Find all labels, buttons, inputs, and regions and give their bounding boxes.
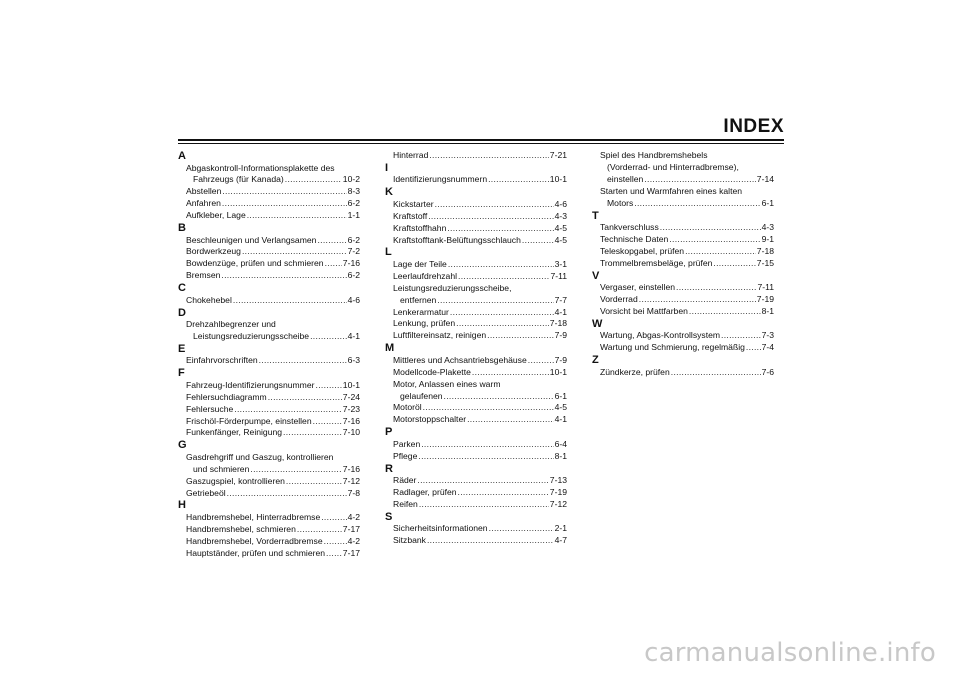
index-entry-page: 7-18 bbox=[549, 318, 567, 329]
index-entry bbox=[178, 476, 360, 488]
index-entry-text: Mittleres und Achsantriebsgehäuse bbox=[393, 354, 527, 365]
dot-leader bbox=[286, 476, 342, 488]
dot-leader bbox=[435, 199, 554, 211]
index-entry-text: Motoröl bbox=[393, 402, 422, 413]
index-entry bbox=[385, 355, 567, 367]
index-entry-page: 10-1 bbox=[549, 366, 567, 377]
dot-leader bbox=[746, 342, 761, 354]
dot-leader bbox=[233, 295, 347, 307]
index-entry-text: Modellcode-Plakette bbox=[393, 366, 471, 377]
index-entry-page: 6-1 bbox=[554, 390, 567, 401]
index-entry bbox=[178, 295, 360, 307]
index-entry bbox=[385, 487, 567, 499]
index-entry-text: Motorstoppschalter bbox=[393, 414, 467, 425]
index-entry-text: Lage der Teile bbox=[393, 258, 447, 269]
index-entry-text: Aufkleber, Lage bbox=[186, 210, 246, 221]
dot-leader bbox=[669, 234, 760, 246]
index-entry bbox=[385, 451, 567, 463]
index-entry-text: Einfahrvorschriften bbox=[186, 355, 258, 366]
index-entry-text: Trommelbremsbeläge, prüfen bbox=[600, 257, 713, 268]
index-entry bbox=[178, 210, 360, 222]
dot-leader bbox=[222, 198, 347, 210]
index-entry-page: 6-4 bbox=[554, 438, 567, 449]
index-entry-text: Hinterrad bbox=[393, 150, 429, 160]
index-entry bbox=[178, 258, 360, 270]
title-rule bbox=[178, 139, 784, 141]
index-entry bbox=[178, 235, 360, 247]
index-letter-heading: H bbox=[178, 499, 186, 512]
dot-leader bbox=[428, 211, 553, 223]
index-entry bbox=[178, 452, 360, 476]
dot-leader bbox=[634, 198, 760, 210]
index-entry-text: Kraftstoffhahn bbox=[393, 222, 447, 233]
index-entry-page: 4-1 bbox=[554, 306, 567, 317]
index-entry bbox=[592, 342, 774, 354]
index-entry-text: Spiel des Handbremshebels bbox=[600, 150, 708, 160]
index-entry bbox=[385, 174, 567, 186]
index-entry-text: Reifen bbox=[393, 498, 418, 509]
index-entry-page: 4-5 bbox=[554, 222, 567, 233]
index-entry-page: 8-1 bbox=[554, 450, 567, 461]
index-entry bbox=[385, 330, 567, 342]
index-entry-text: Anfahren bbox=[186, 198, 221, 209]
dot-leader bbox=[713, 258, 755, 270]
index-entry-page: 7-17 bbox=[342, 523, 360, 534]
index-letter-heading: V bbox=[592, 269, 600, 282]
index-entry-page: 6-2 bbox=[347, 270, 360, 281]
dot-leader bbox=[488, 174, 549, 186]
dot-leader bbox=[317, 235, 346, 247]
index-letter-heading: P bbox=[385, 426, 393, 439]
index-entry-text: Sicherheitsinformationen bbox=[393, 523, 488, 534]
index-letter-heading: Z bbox=[592, 354, 599, 367]
index-entry-page: 7-19 bbox=[756, 294, 774, 305]
index-entry-page: 7-2 bbox=[347, 246, 360, 257]
index-entry-text: Fehlersuche bbox=[186, 403, 234, 414]
index-entry-text: Chokehebel bbox=[186, 294, 232, 305]
dot-leader bbox=[427, 535, 554, 547]
dot-leader bbox=[321, 512, 346, 524]
index-entry-text: Lenkerarmatur bbox=[393, 306, 449, 317]
dot-leader bbox=[423, 402, 554, 414]
index-entry-text: Fahrzeug-Identifizierungsnummer bbox=[186, 379, 315, 390]
index-entry-page: 4-2 bbox=[347, 511, 360, 522]
index-entry bbox=[385, 223, 567, 235]
dot-leader bbox=[472, 367, 549, 379]
dot-leader bbox=[234, 404, 342, 416]
index-entry bbox=[385, 379, 567, 403]
index-entry-page: 4-5 bbox=[554, 234, 567, 245]
dot-leader bbox=[429, 150, 548, 162]
dot-leader bbox=[417, 475, 548, 487]
index-letter-heading: I bbox=[385, 161, 389, 174]
dot-leader bbox=[489, 523, 554, 535]
index-letter-heading: K bbox=[385, 186, 393, 199]
index-entry bbox=[592, 258, 774, 270]
index-entry bbox=[385, 271, 567, 283]
index-entry-page: 9-1 bbox=[761, 233, 774, 244]
index-entry-page: 7-4 bbox=[761, 342, 774, 353]
index-entry bbox=[178, 548, 360, 560]
index-entry-text: Vorderrad bbox=[600, 294, 638, 305]
dot-leader bbox=[644, 174, 755, 186]
index-entry bbox=[385, 211, 567, 223]
index-entry-page: 6-2 bbox=[347, 234, 360, 245]
index-entry-page: 4-3 bbox=[554, 210, 567, 221]
dot-leader bbox=[227, 488, 347, 500]
index-entry-text: Beschleunigen und Verlangsamen bbox=[186, 234, 317, 245]
index-entry-text: Wartung, Abgas-Kontrollsystem bbox=[600, 330, 721, 341]
dot-leader bbox=[268, 392, 342, 404]
dot-leader bbox=[458, 271, 549, 283]
index-entry bbox=[178, 380, 360, 392]
index-entry-page: 7-3 bbox=[761, 330, 774, 341]
index-entry bbox=[385, 199, 567, 211]
dot-leader bbox=[297, 524, 342, 536]
dot-leader bbox=[671, 367, 761, 379]
index-letter-heading: F bbox=[178, 367, 185, 380]
index-entry-text: entfernen bbox=[400, 294, 437, 305]
index-letter-heading: L bbox=[385, 246, 392, 259]
index-entry-text: (Vorderrad- und Hinterradbremse), bbox=[607, 161, 739, 172]
index-entry-page: 4-5 bbox=[554, 402, 567, 413]
index-entry-text: Luftfiltereinsatz, reinigen bbox=[393, 330, 487, 341]
index-entry-page: 6-2 bbox=[347, 198, 360, 209]
index-entry-page: 4-6 bbox=[554, 198, 567, 209]
index-entry-page: 7-16 bbox=[342, 258, 360, 269]
index-entry bbox=[592, 282, 774, 294]
index-entry-page: 7-16 bbox=[342, 415, 360, 426]
title-rule-thin bbox=[178, 143, 784, 144]
index-entry bbox=[178, 392, 360, 404]
index-entry-page: 8-1 bbox=[761, 305, 774, 316]
index-letter-heading: E bbox=[178, 342, 186, 355]
dot-leader bbox=[259, 355, 347, 367]
index-entry-text: Technische Daten bbox=[600, 233, 669, 244]
index-entry-text: Kraftstofftank-Belüftungsschlauch bbox=[393, 234, 521, 245]
index-entry bbox=[178, 186, 360, 198]
dot-leader bbox=[721, 330, 761, 342]
index-entry-page: 8-3 bbox=[347, 186, 360, 197]
index-entry bbox=[178, 488, 360, 500]
index-letter-heading: W bbox=[592, 317, 603, 330]
dot-leader bbox=[247, 210, 347, 222]
index-entry-text: Handbremshebel, schmieren bbox=[186, 523, 296, 534]
index-entry-page: 7-21 bbox=[549, 150, 567, 160]
dot-leader bbox=[450, 307, 554, 319]
index-letter-heading: C bbox=[178, 282, 186, 295]
index-entry-text: Wartung und Schmierung, regelmäßig bbox=[600, 342, 745, 353]
dot-leader bbox=[326, 548, 342, 560]
index-entry-page: 6-3 bbox=[347, 355, 360, 366]
dot-leader bbox=[456, 318, 549, 330]
index-entry bbox=[385, 439, 567, 451]
page-title: INDEX bbox=[723, 116, 784, 137]
dot-leader bbox=[458, 487, 549, 499]
index-entry bbox=[178, 427, 360, 439]
index-entry bbox=[178, 416, 360, 428]
dot-leader bbox=[221, 270, 346, 282]
index-entry bbox=[385, 523, 567, 535]
dot-leader bbox=[222, 186, 346, 198]
index-letter-heading: B bbox=[178, 222, 186, 235]
index-entry bbox=[592, 234, 774, 246]
index-column-2 bbox=[385, 150, 567, 547]
index-entry-page: 2-1 bbox=[554, 523, 567, 534]
dot-leader bbox=[487, 330, 553, 342]
index-entry-page: 7-19 bbox=[549, 486, 567, 497]
watermark: carmanualsonline.info bbox=[644, 638, 936, 668]
index-entry bbox=[592, 222, 774, 234]
index-column-3 bbox=[592, 150, 774, 379]
index-entry bbox=[592, 294, 774, 306]
index-column-1 bbox=[178, 150, 360, 560]
index-entry bbox=[592, 330, 774, 342]
index-entry bbox=[385, 402, 567, 414]
dot-leader bbox=[421, 439, 553, 451]
dot-leader bbox=[522, 235, 554, 247]
dot-leader bbox=[689, 306, 761, 318]
index-entry bbox=[592, 306, 774, 318]
index-entry-text: Parken bbox=[393, 438, 421, 449]
index-entry bbox=[385, 235, 567, 247]
index-entry-page: 3-1 bbox=[554, 258, 567, 269]
index-entry-page: 10-1 bbox=[342, 379, 360, 390]
index-entry-text: Bremsen bbox=[186, 270, 221, 281]
index-entry bbox=[178, 270, 360, 282]
index-letter-heading: S bbox=[385, 510, 393, 523]
index-entry-page: 10-2 bbox=[342, 174, 360, 185]
index-entry bbox=[385, 318, 567, 330]
index-entry-page: 7-24 bbox=[342, 391, 360, 402]
index-entry bbox=[592, 367, 774, 379]
index-entry-text: Funkenfänger, Reinigung bbox=[186, 427, 283, 438]
index-entry-text: Räder bbox=[393, 475, 417, 486]
index-entry-text: Teleskopgabel, prüfen bbox=[600, 245, 685, 256]
index-entry-page: 4-6 bbox=[347, 294, 360, 305]
index-entry-text: Kraftstoff bbox=[393, 210, 428, 221]
dot-leader bbox=[467, 414, 553, 426]
dot-leader bbox=[325, 258, 342, 270]
index-entry-page: 7-17 bbox=[342, 547, 360, 558]
index-entry-text: Leerlaufdrehzahl bbox=[393, 270, 458, 281]
dot-leader bbox=[448, 259, 554, 271]
index-entry bbox=[385, 307, 567, 319]
index-entry bbox=[178, 246, 360, 258]
index-entry-page: 7-6 bbox=[761, 366, 774, 377]
index-entry bbox=[385, 499, 567, 511]
dot-leader bbox=[310, 331, 346, 343]
dot-leader bbox=[418, 451, 553, 463]
index-entry-text: gelaufenen bbox=[400, 390, 443, 401]
index-letter-heading: M bbox=[385, 342, 395, 355]
index-entry bbox=[178, 319, 360, 343]
index-entry bbox=[178, 355, 360, 367]
index-letter-heading: T bbox=[592, 209, 599, 222]
index-entry bbox=[385, 259, 567, 271]
index-entry-page: 7-9 bbox=[554, 354, 567, 365]
index-entry-page: 7-11 bbox=[550, 270, 567, 281]
index-entry-page: 7-13 bbox=[549, 475, 567, 486]
index-entry bbox=[592, 186, 774, 210]
index-entry-page: 10-1 bbox=[549, 174, 567, 185]
index-entry-page: 6-1 bbox=[761, 197, 774, 208]
index-entry bbox=[178, 404, 360, 416]
dot-leader bbox=[685, 246, 756, 258]
index-entry-text: Abgaskontroll-Informationsplakette des bbox=[186, 162, 335, 173]
index-entry-text: Pflege bbox=[393, 450, 418, 461]
index-entry-page: 4-1 bbox=[554, 414, 567, 425]
index-entry-text: Radlager, prüfen bbox=[393, 486, 457, 497]
index-entry-text: Kickstarter bbox=[393, 198, 434, 209]
index-entry-text: Drehzahlbegrenzer und bbox=[186, 319, 276, 330]
dot-leader bbox=[250, 464, 341, 476]
index-entry-page: 1-1 bbox=[347, 210, 360, 221]
index-entry-page: 7-8 bbox=[347, 487, 360, 498]
index-entry bbox=[178, 512, 360, 524]
index-letter-heading: D bbox=[178, 306, 186, 319]
index-entry bbox=[385, 535, 567, 547]
dot-leader bbox=[285, 174, 342, 186]
dot-leader bbox=[324, 536, 347, 548]
index-entry-text: Sitzbank bbox=[393, 535, 426, 546]
index-entry bbox=[178, 524, 360, 536]
index-entry-text: Hauptständer, prüfen und schmieren bbox=[186, 547, 326, 558]
index-entry-text: einstellen bbox=[607, 173, 644, 184]
dot-leader bbox=[639, 294, 756, 306]
index-entry-text: Vorsicht bei Mattfarben bbox=[600, 305, 688, 316]
index-entry-page: 4-1 bbox=[347, 330, 360, 341]
index-entry-text: Handbremshebel, Vorderradbremse bbox=[186, 535, 323, 546]
index-entry-text: und schmieren bbox=[193, 463, 250, 474]
dot-leader bbox=[313, 416, 342, 428]
index-letter-heading: A bbox=[178, 150, 186, 162]
index-entry bbox=[178, 198, 360, 210]
dot-leader bbox=[676, 282, 756, 294]
index-entry-text: Getriebeöl bbox=[186, 487, 226, 498]
index-entry-text: Starten und Warmfahren eines kalten bbox=[600, 185, 743, 196]
index-entry-page: 7-15 bbox=[756, 257, 774, 268]
index-entry-text: Motor, Anlassen eines warm bbox=[393, 378, 501, 389]
index-entry-text: Abstellen bbox=[186, 186, 222, 197]
index-entry-page: 7-18 bbox=[756, 245, 774, 256]
index-entry-text: Lenkung, prüfen bbox=[393, 318, 456, 329]
dot-leader bbox=[242, 246, 347, 258]
index-entry-text: Leistungsreduzierungsscheibe bbox=[193, 330, 310, 341]
index-entry bbox=[592, 150, 774, 186]
index-letter-heading: R bbox=[385, 462, 393, 475]
index-entry-text: Handbremshebel, Hinterradbremse bbox=[186, 511, 321, 522]
index-entry-page: 7-11 bbox=[757, 282, 774, 293]
index-entry bbox=[385, 414, 567, 426]
index-entry-page: 7-12 bbox=[549, 498, 567, 509]
index-entry bbox=[385, 150, 567, 162]
index-entry-page: 7-7 bbox=[554, 294, 567, 305]
dot-leader bbox=[447, 223, 553, 235]
index-entry bbox=[385, 367, 567, 379]
dot-leader bbox=[528, 355, 554, 367]
index-entry-text: Leistungsreduzierungsscheibe, bbox=[393, 282, 512, 293]
index-entry-text: Zündkerze, prüfen bbox=[600, 366, 670, 377]
index-entry-page: 4-2 bbox=[347, 535, 360, 546]
index-entry-text: Frischöl-Förderpumpe, einstellen bbox=[186, 415, 312, 426]
index-entry-text: Bowdenzüge, prüfen und schmieren bbox=[186, 258, 324, 269]
index-entry-page: 7-12 bbox=[342, 475, 360, 486]
index-entry-text: Tankverschluss bbox=[600, 222, 659, 233]
index-entry-text: Vergaser, einstellen bbox=[600, 282, 676, 293]
index-entry-page: 7-9 bbox=[554, 330, 567, 341]
index-entry bbox=[178, 163, 360, 187]
index-entry-text: Identifizierungsnummern bbox=[393, 174, 488, 185]
index-entry-text: Bordwerkzeug bbox=[186, 246, 241, 257]
index-entry-page: 7-10 bbox=[342, 427, 360, 438]
index-entry-text: Fehlersuchdiagramm bbox=[186, 391, 267, 402]
dot-leader bbox=[444, 391, 554, 403]
index-entry bbox=[385, 475, 567, 487]
index-entry-page: 7-16 bbox=[342, 463, 360, 474]
index-entry-page: 7-14 bbox=[756, 173, 774, 184]
index-entry-text: Gaszugspiel, kontrollieren bbox=[186, 475, 285, 486]
dot-leader bbox=[437, 295, 553, 307]
dot-leader bbox=[316, 380, 342, 392]
index-entry-text: Fahrzeugs (für Kanada) bbox=[193, 174, 284, 185]
index-entry-page: 7-23 bbox=[342, 403, 360, 414]
index-entry bbox=[385, 283, 567, 307]
index-letter-heading: G bbox=[178, 439, 187, 452]
dot-leader bbox=[660, 222, 761, 234]
index-entry bbox=[592, 246, 774, 258]
index-entry-page: 4-3 bbox=[761, 222, 774, 233]
dot-leader bbox=[419, 499, 549, 511]
index-entry-text: Motors bbox=[607, 197, 634, 208]
index-entry bbox=[178, 536, 360, 548]
dot-leader bbox=[283, 427, 342, 439]
index-entry-text: Gasdrehgriff und Gaszug, kontrollieren bbox=[186, 451, 334, 462]
index-entry-page: 4-7 bbox=[554, 535, 567, 546]
